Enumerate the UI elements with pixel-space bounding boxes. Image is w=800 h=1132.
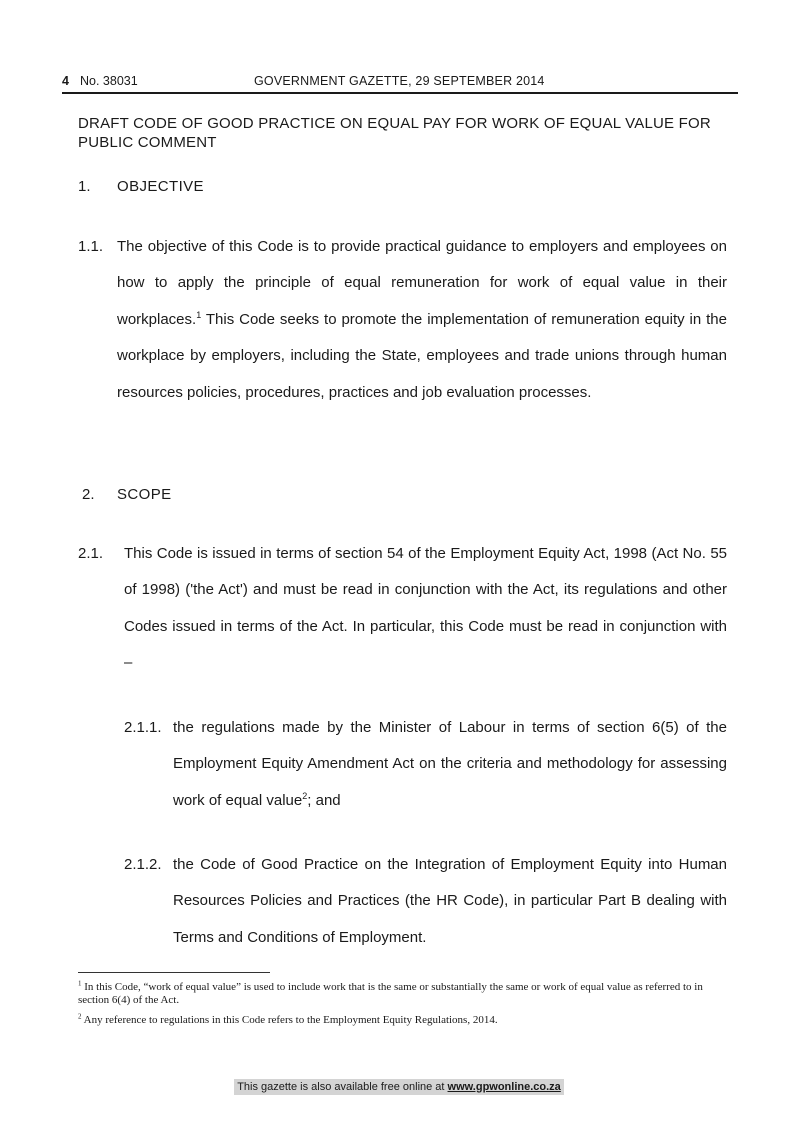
section-2-heading: SCOPE (117, 486, 172, 503)
footnote-ref-1: 1 (196, 309, 202, 320)
gpwonline-link[interactable]: www.gpwonline.co.za (447, 1081, 561, 1093)
header-rule (62, 92, 738, 94)
page-number: 4 (62, 74, 69, 88)
clause-2-1-1-number: 2.1.1. (124, 719, 162, 736)
section-2-number: 2. (82, 486, 95, 503)
clause-1-1-number: 1.1. (78, 238, 104, 255)
page-header (62, 68, 738, 94)
footnote-rule (78, 972, 270, 973)
footnote-ref-2: 2 (302, 790, 308, 801)
page-footer: This gazette is also available free online at www.gpwonline.co.za (234, 1079, 564, 1095)
issue-number: No. 38031 (80, 74, 138, 88)
clause-2-1-1-text: the regulations made by the Minister of Labour in terms of section 6(5) of the Employment Equity Amendment Act on the criteria and methodology for assessing work of equal value$^2$; and (173, 719, 727, 809)
footnote-1: $^1$ In this Code, “work of equal value” is used to include work that is the same or substantially the same or work of equal value as referred to in section 6(4) of the Act. (78, 979, 703, 1006)
clause-2-1-2-number: 2.1.2. (124, 856, 162, 873)
clause-2-1-text: This Code is issued in terms of section 54 of the Employment Equity Act, 1998 (Act No. 55 of 1998) ('the Act') and must be read in conjunction with the Act, its regulations and other Codes issued in terms of the Act. In particular, this Code must be read in conjunction with – (124, 545, 727, 672)
footnote-2: $^2$ Any reference to regulations in this Code refers to the Employment Equity Regulations, 2014. (78, 1012, 498, 1026)
clause-2-1-number: 2.1. (78, 545, 104, 562)
section-1-heading: OBJECTIVE (117, 178, 204, 195)
clause-1-1-text: The objective of this Code is to provide practical guidance to employers and employees on how to apply the principle of equal remuneration for work of equal value in their workplaces.$^1$ This Code seeks to promote the implementation of remuneration equity in the workplace by employers, including the State, employees and trade unions through human resources policies, procedures, practices and job evaluation processes. (117, 238, 727, 401)
clause-2-1-2-text: the Code of Good Practice on the Integration of Employment Equity into Human Resources Policies and Practices (the HR Code), in particular Part B dealing with Terms and Conditions of Employment. (173, 856, 727, 946)
gazette-title: GOVERNMENT GAZETTE, 29 SEPTEMBER 2014 (254, 74, 545, 88)
section-1-number: 1. (78, 178, 91, 195)
document-title: DRAFT CODE OF GOOD PRACTICE ON EQUAL PAY FOR WORK OF EQUAL VALUE FOR PUBLIC COMMENT (78, 115, 711, 151)
